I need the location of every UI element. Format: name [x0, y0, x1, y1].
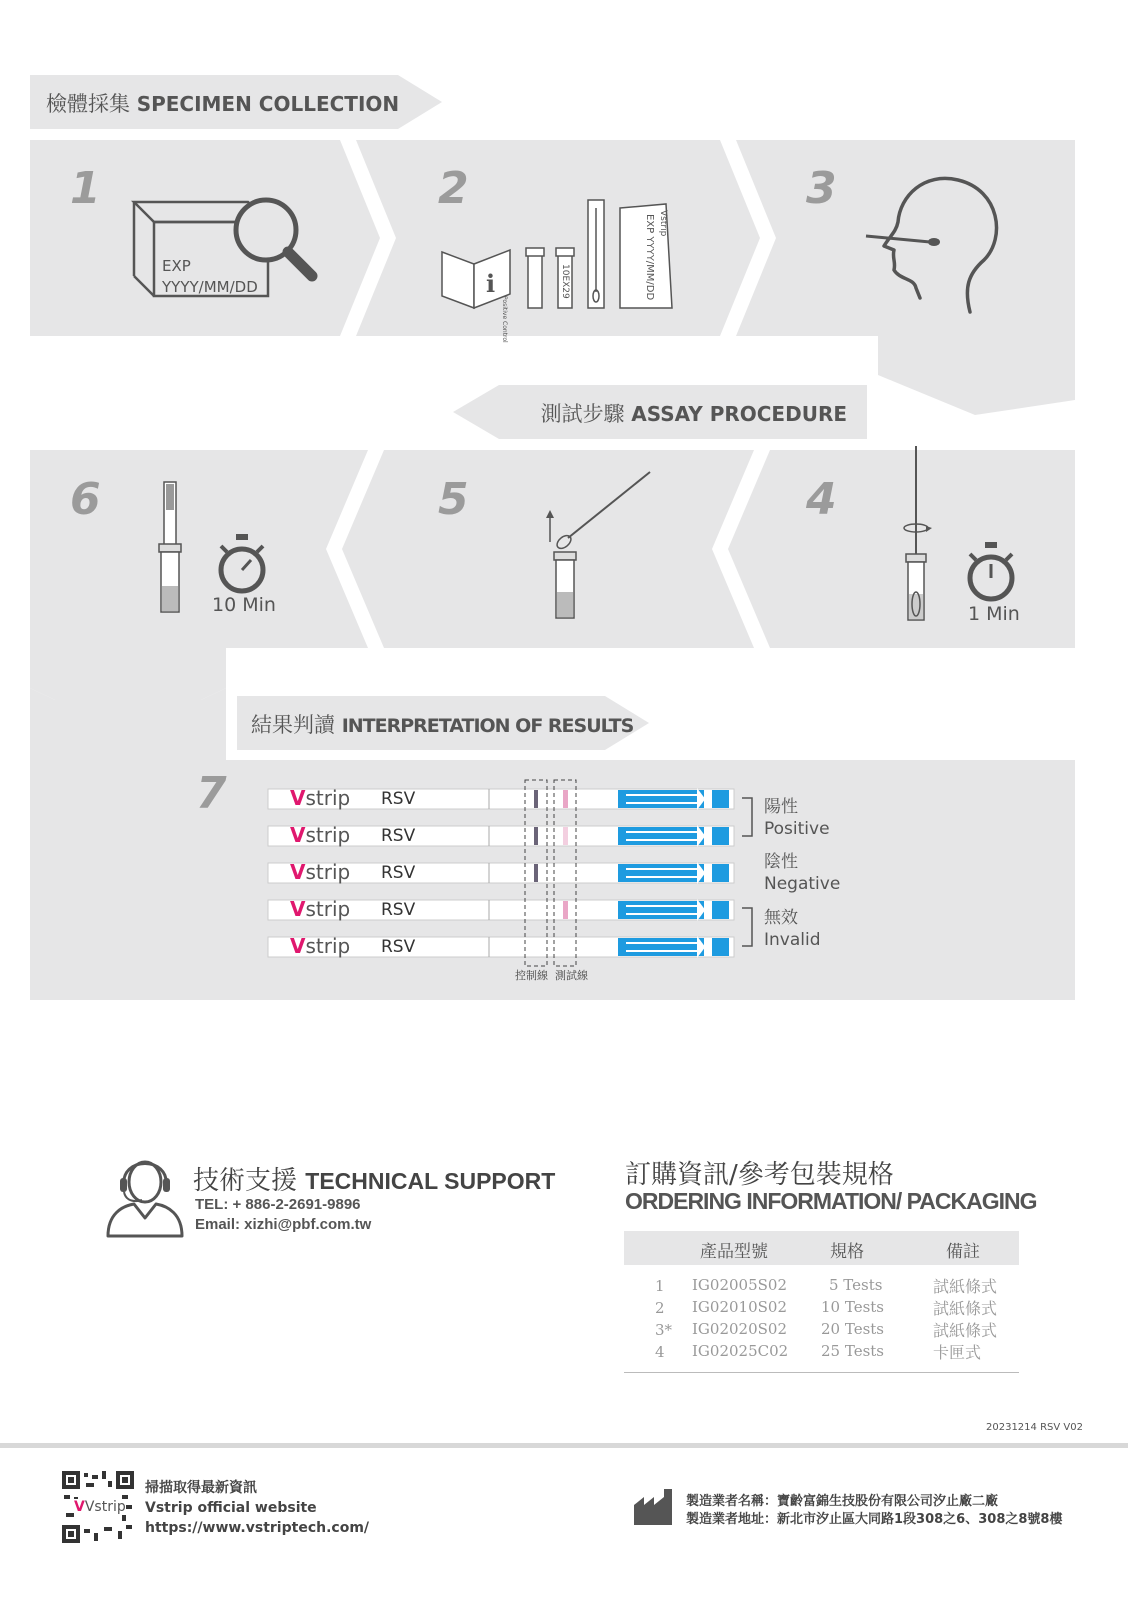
factory-icon [634, 1487, 678, 1527]
footer-site-name: Vstrip official website [145, 1500, 317, 1516]
footer-manufacturer-block [686, 1493, 1062, 1529]
step-7-number: 7 [196, 768, 227, 819]
support-email: Email: xizhi@pbf.com.tw [195, 1216, 372, 1233]
test-line-label: 測試線 [555, 969, 588, 982]
box-exp-date: YYYY/MM/DD [162, 278, 258, 296]
step-4-time: 1 Min [968, 603, 1020, 625]
tube-1-label: Positive Control [501, 296, 508, 343]
strip-5-name: RSV [381, 937, 416, 957]
document-version: 20231214 RSV V02 [986, 1422, 1083, 1433]
specimen-title-zh: 檢體採集 [46, 92, 130, 116]
box-exp-label: EXP [162, 257, 191, 275]
support-title: 技術支援 TECHNICAL SUPPORT [193, 1166, 556, 1196]
results-title-zh: 結果判讀 [251, 713, 335, 737]
qr-brand: VVstrip [74, 1499, 126, 1515]
strip-4-brand: Vstrip [290, 897, 351, 921]
step-3-number: 3 [806, 163, 837, 214]
strip-1-brand: Vstrip [290, 786, 351, 810]
step-4-number: 4 [806, 474, 837, 525]
specimen-title-en: SPECIMEN COLLECTION [136, 92, 400, 116]
footer-maker-name: 製造業者名稱：寶齡富錦生技股份有限公司汐止廠二廠 [686, 1494, 999, 1509]
ordering-header-note: 備註 [946, 1242, 980, 1262]
ordering-table-bottom-rule [624, 1372, 1019, 1373]
results-title-en: INTERPRETATION OF RESULTS [341, 715, 634, 737]
strip-1-name: RSV [381, 789, 416, 809]
tube-2-label: 10EX29 [560, 264, 570, 299]
result-negative-label: 陰性 Negative [764, 852, 841, 894]
step-6-time: 10 Min [212, 594, 276, 616]
assay-title-zh: 測試步驟 [540, 402, 625, 426]
footer-maker-address: 製造業者地址：新北市汐止區大同路1段308之6、308之8號8樓 [686, 1512, 1063, 1527]
pouch-exp: EXP YYYY/MM/DD [644, 214, 655, 301]
control-line-label: 控制線 [515, 969, 548, 982]
result-positive-label: 陽性 Positive [764, 797, 830, 839]
pouch-brand: Vstrip [658, 210, 668, 237]
footer-scan-label: 掃描取得最新資訊 [145, 1480, 257, 1496]
strip-3-name: RSV [381, 863, 416, 883]
ordering-header-spec: 規格 [830, 1242, 864, 1262]
strip-5-brand: Vstrip [290, 934, 351, 958]
support-tel: TEL: + 886-2-2691-9896 [195, 1196, 361, 1213]
result-invalid-label: 無效 Invalid [764, 908, 821, 950]
step-2-number: 2 [438, 163, 469, 214]
step-5-number: 5 [438, 474, 469, 525]
footer-divider [0, 1443, 1128, 1448]
support-agent-icon [104, 1152, 186, 1238]
strip-3-brand: Vstrip [290, 860, 351, 884]
ordering-title-zh: 訂購資訊/參考包裝規格 [625, 1160, 894, 1190]
step-1-number: 1 [70, 163, 101, 214]
strip-2-name: RSV [381, 826, 416, 846]
assay-title-en: ASSAY PROCEDURE [631, 402, 847, 426]
step-6-number: 6 [70, 474, 101, 525]
strip-2-brand: Vstrip [290, 823, 351, 847]
ordering-title-en: ORDERING INFORMATION/ PACKAGING [625, 1188, 1037, 1214]
strip-4-name: RSV [381, 900, 416, 920]
svg-text:i: i [486, 269, 496, 298]
footer-website-block [145, 1478, 369, 1538]
ordering-header-code: 產品型號 [700, 1242, 768, 1262]
footer-url[interactable]: https://www.vstriptech.com/ [145, 1520, 370, 1536]
